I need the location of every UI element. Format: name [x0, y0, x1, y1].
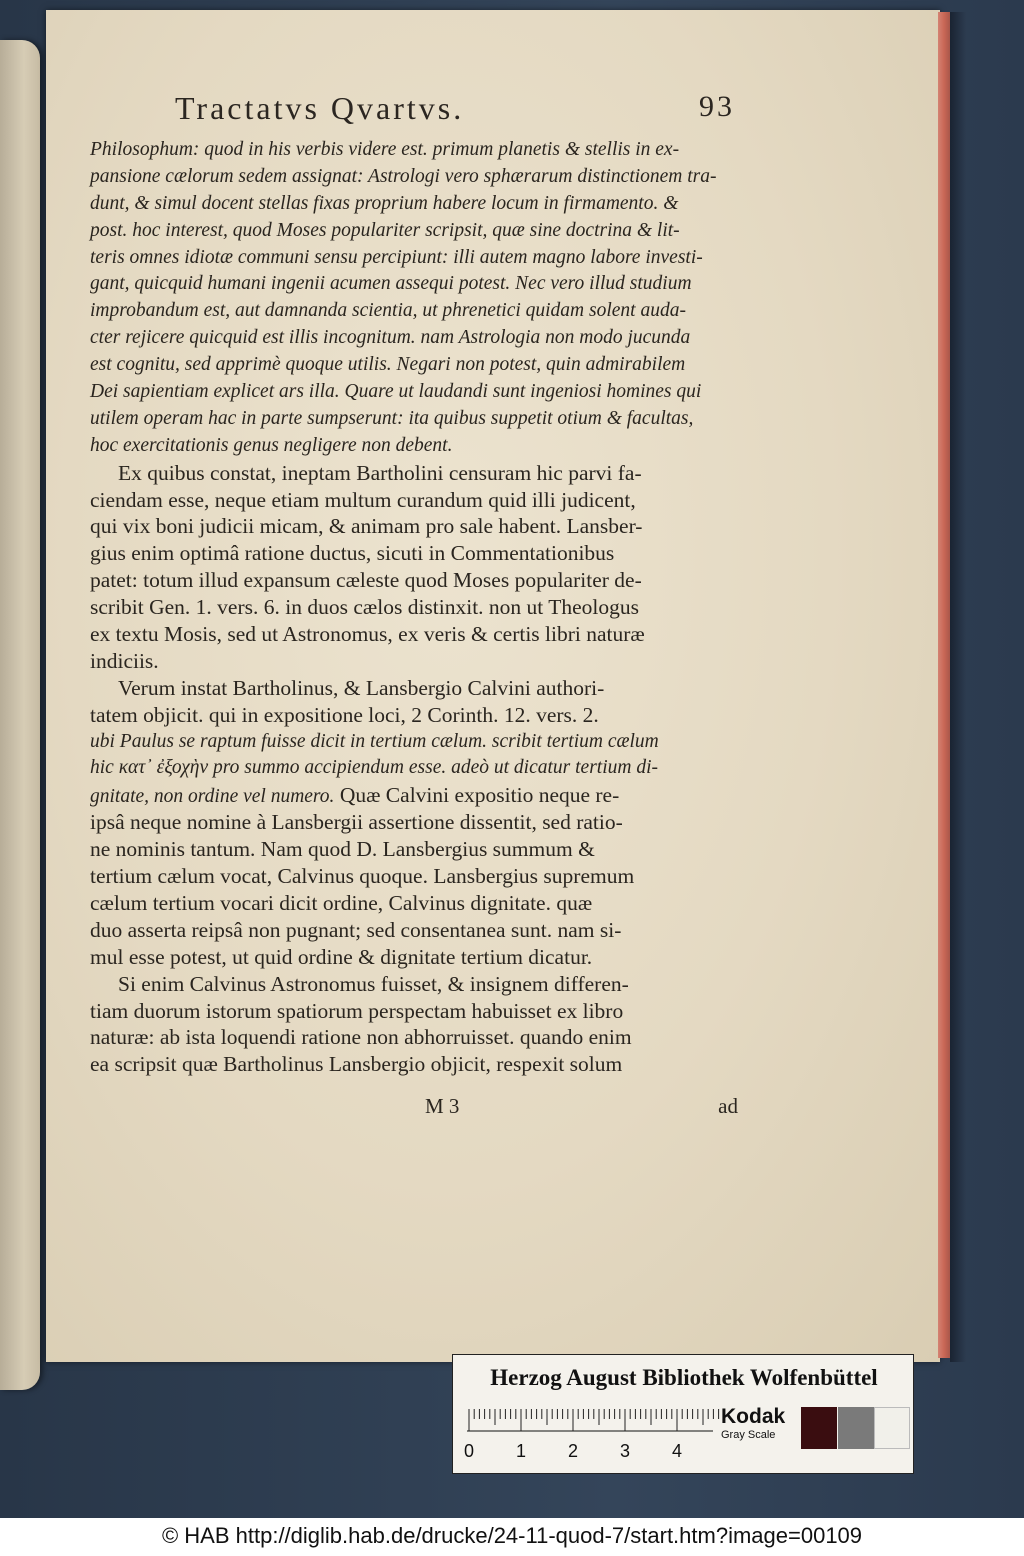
- text-line: ex textu Mosis, sed ut Astronomus, ex veris & certis libri naturæ: [90, 622, 645, 647]
- ruler-label: 4: [671, 1441, 683, 1461]
- text-line: tertium cælum vocat, Calvinus quoque. Lansbergius supremum: [90, 864, 635, 889]
- text-line: patet: totum illud expansum cæleste quod Moses populariter de-: [90, 568, 642, 593]
- library-name: Herzog August Bibliothek Wolfenbüttel: [490, 1365, 878, 1390]
- text-line: duo asserta reipsâ non pugnant; sed consentanea sunt. nam si-: [90, 917, 622, 942]
- kodak-logo: Kodak: [721, 1405, 786, 1428]
- running-head: [175, 90, 735, 134]
- text-line: Dei sapientiam explicet ars illa. Quare ut laudandi sunt ingeniosi homines qui: [90, 381, 702, 403]
- text-line: indiciis.: [90, 648, 159, 673]
- text-line: Ex quibus constat, ineptam Bartholini censuram hic parvi fa-: [118, 460, 642, 485]
- color-patch-white: [874, 1407, 910, 1449]
- text-line: naturæ: ab ista loquendi ratione non abhorruisset. quando enim: [90, 1025, 632, 1050]
- text-line: utilem operam hac in parte sumpserunt: ita quibus suppetit otium & facultas,: [90, 407, 694, 429]
- page-footer: [90, 1094, 738, 1124]
- red-page-edge: [938, 12, 950, 1358]
- text-line: Si enim Calvinus Astronomus fuisset, & insignem differen-: [118, 971, 629, 996]
- running-head-title: Tractatvs Qvartvs.: [175, 90, 465, 126]
- ruler: [465, 1405, 715, 1465]
- text-line: post. hoc interest, quod Moses populariter scripsit, quæ sine doctrina & lit-: [90, 219, 680, 241]
- facing-page-edge: [0, 40, 40, 1390]
- text-line: ea scripsit quæ Bartholinus Lansbergio objicit, respexit solum: [90, 1052, 623, 1077]
- text-line: gant, quicquid humani ingenii acumen assequi potest. Nec vero illud studium: [90, 273, 692, 295]
- text-line: mul esse potest, ut quid ordine & dignitate tertium dicatur.: [90, 944, 593, 969]
- text-line: improbandum est, aut damnanda scientia, ut phrenetici quidam solent auda-: [90, 300, 686, 322]
- text-line-roman-part: Quæ Calvini expositio neque re-: [334, 783, 620, 808]
- color-calibration-card: [452, 1354, 914, 1474]
- text-line: tiam duorum istorum spatiorum perspectam habuisset ex libro: [90, 998, 624, 1023]
- gray-scale-label: Gray Scale: [721, 1429, 776, 1441]
- page-shadow: [950, 12, 966, 1362]
- ruler-label: 1: [515, 1441, 527, 1461]
- signature-mark: M 3: [425, 1094, 460, 1118]
- text-line: tatem objicit. qui in expositione loci, 2 Corinth. 12. vers. 2.: [90, 702, 599, 727]
- text-line: qui vix boni judicii micam, & animam pro sale habent. Lansber-: [90, 514, 643, 539]
- text-line: gius enim optimâ ratione ductus, sicuti in Commentationibus: [90, 541, 615, 566]
- text-line: teris omnes idiotæ communi sensu percipiunt: illi autem magno labore investi-: [90, 246, 703, 268]
- text-line: hoc exercitationis genus negligere non debent.: [90, 434, 453, 456]
- text-line: Verum instat Bartholinus, & Lansbergio Calvini authori-: [118, 675, 605, 700]
- text-line: cælum tertium vocari dicit ordine, Calvinus dignitate. quæ: [90, 890, 593, 915]
- text-line: dunt, & simul docent stellas fixas proprium habere locum in firmamento. &: [90, 192, 679, 214]
- text-line: Philosophum: quod in his verbis videre est. primum planetis & stellis in ex-: [90, 139, 680, 160]
- text-line: est cognitu, sed apprimè quoque utilis. Negari non potest, quin admirabilem: [90, 354, 686, 376]
- text-line: ciendam esse, neque etiam multum curandum quid illi judicent,: [90, 487, 636, 512]
- text-line: ubi Paulus se raptum fuisse dicit in tertium cælum. scribit tertium cælum: [90, 730, 659, 752]
- credit-text: © HAB http://diglib.hab.de/drucke/24-11-quod-7/start.htm?image=00109: [161, 1523, 863, 1548]
- ruler-label: 3: [619, 1441, 631, 1461]
- body-text: [90, 137, 738, 1078]
- text-line: ipsâ neque nomine à Lansbergii assertione dissentit, sed ratio-: [90, 810, 623, 835]
- text-line: pansione cælorum sedem assignat: Astrologi vero sphærarum distinctionem tra-: [90, 165, 717, 187]
- text-line-italic-part: gnitate, non ordine vel numero.: [90, 786, 335, 808]
- catchword: ad: [718, 1094, 738, 1118]
- text-line: scribit Gen. 1. vers. 6. in duos cælos distinxit. non ut Theologus: [90, 595, 640, 620]
- text-line: cter rejicere quicquid est illis incognitum. nam Astrologia non modo jucunda: [90, 327, 691, 349]
- text-line: [90, 782, 738, 809]
- color-patch-gray: [838, 1407, 874, 1449]
- text-line: ne nominis tantum. Nam quod D. Lansbergius summum &: [90, 837, 595, 862]
- page-number: 93: [699, 90, 735, 123]
- ruler-label: 0: [463, 1441, 475, 1461]
- credit-bar: [0, 1518, 1024, 1556]
- color-patch-dark: [801, 1407, 837, 1449]
- ruler-label: 2: [567, 1441, 579, 1461]
- text-line: hic κατ᾽ ἐξοχὴν pro summo accipiendum esse. adeò ut dicatur tertium di-: [90, 757, 659, 779]
